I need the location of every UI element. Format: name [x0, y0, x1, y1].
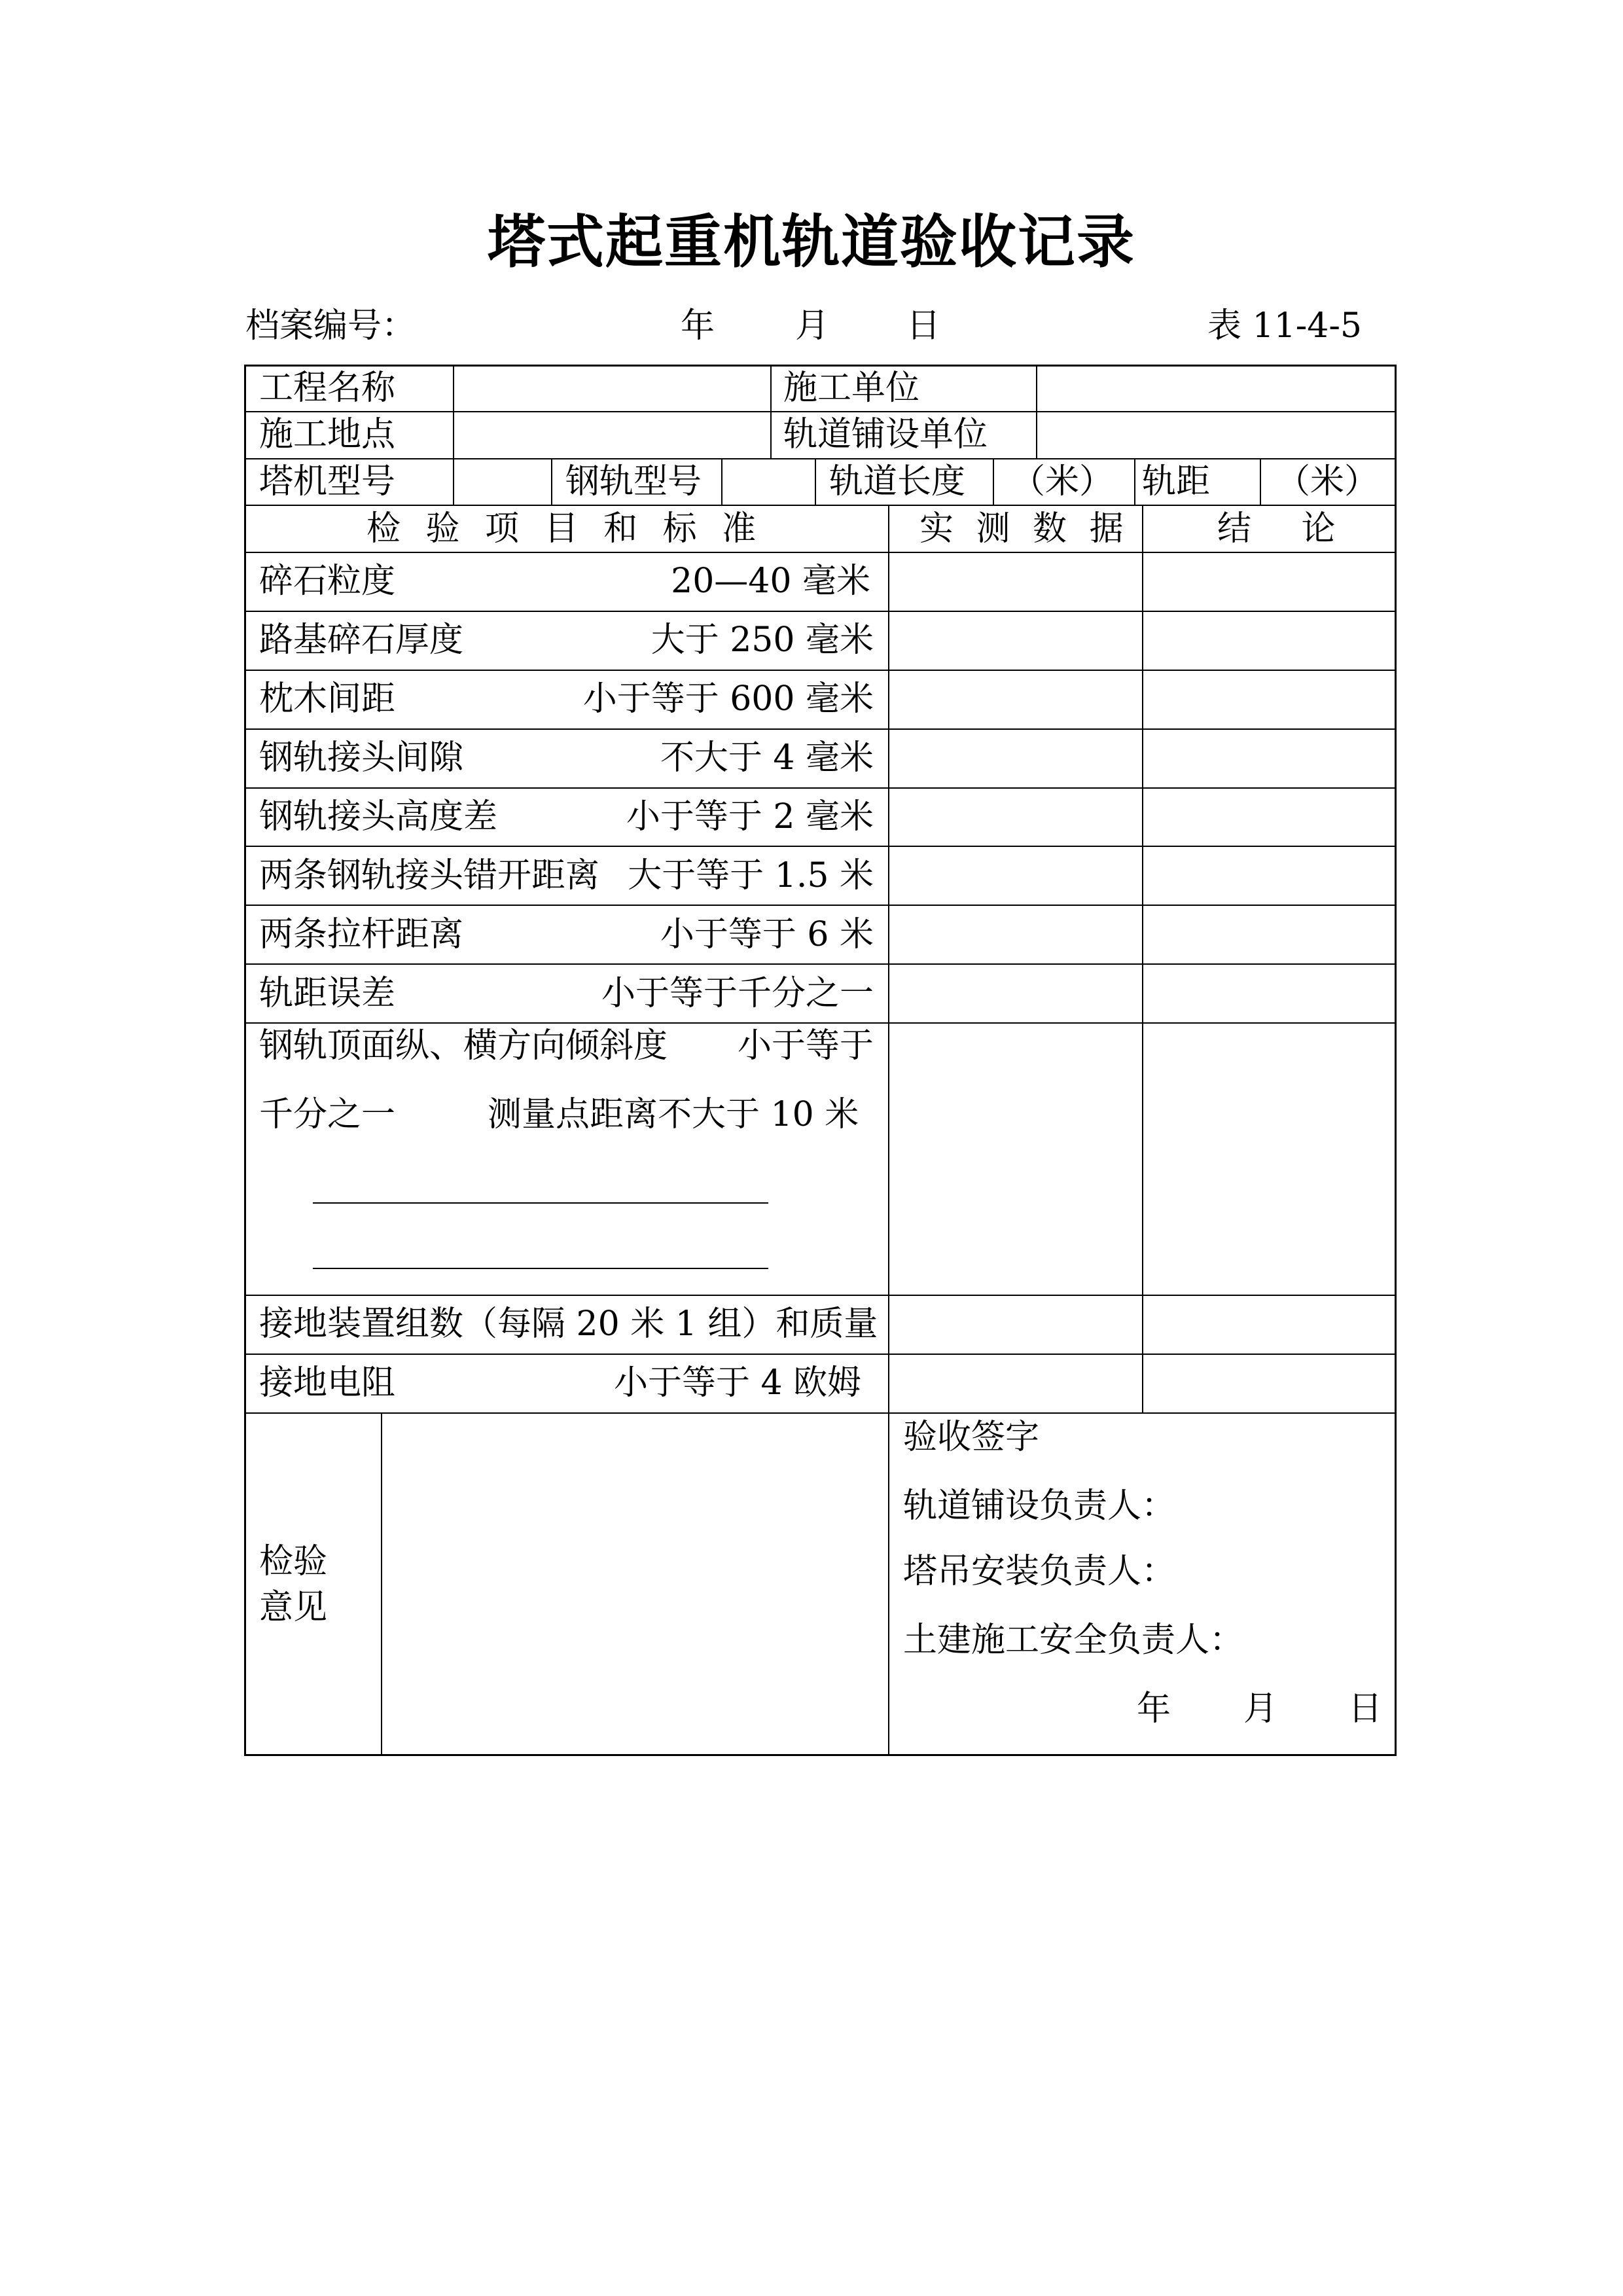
col-divider [770, 365, 772, 459]
col-divider [815, 458, 816, 505]
crane-install-responsible: 塔吊安装负责人： [903, 1552, 1176, 1591]
label-crane-model: 塔机型号 [259, 462, 396, 501]
blank-fill-line[interactable] [313, 1268, 768, 1269]
col-divider [1134, 458, 1135, 505]
col-divider [453, 458, 454, 505]
item-name: 两条钢轨接头错开距离 [259, 856, 600, 895]
item-name: 碎石粒度 [259, 562, 396, 601]
col-divider [551, 458, 552, 505]
row-divider [244, 963, 1397, 965]
label-project-name: 工程名称 [259, 368, 396, 408]
label-construction-unit: 施工单位 [783, 368, 920, 408]
table-border-left [244, 365, 246, 1756]
signature-month: 月 [1243, 1689, 1278, 1729]
opinion-label: 意见 [259, 1588, 328, 1627]
column-header-conclusion: 结 论 [1217, 509, 1336, 548]
row-divider [244, 611, 1397, 612]
grounding-resistance-name: 接地电阻 [259, 1363, 396, 1403]
col-divider [888, 1412, 889, 1755]
col-divider [993, 458, 994, 505]
col-divider [721, 458, 722, 505]
item-name: 枕木间距 [259, 679, 396, 719]
page-title: 塔式起重机轨道验收记录 [487, 208, 1135, 276]
label-track-length: 轨道长度 [829, 462, 966, 501]
col-divider [381, 1412, 382, 1755]
header-day: 日 [906, 306, 941, 346]
tilt-item-standard: 小于等于 [737, 1026, 874, 1066]
row-divider [244, 670, 1397, 671]
table-border-top [244, 365, 1397, 367]
item-name: 轨距误差 [259, 974, 396, 1013]
col-divider [453, 365, 454, 459]
item-standard: 小于等于千分之一 [601, 974, 874, 1013]
row-divider [244, 505, 1397, 506]
item-standard: 大于等于 1.5 米 [628, 856, 874, 895]
signature-title: 验收签字 [903, 1418, 1040, 1457]
unit-meters: （米） [1276, 462, 1379, 501]
opinion-label: 检验 [259, 1542, 328, 1581]
row-divider [244, 846, 1397, 847]
row-divider [244, 1295, 1397, 1296]
header-year: 年 [681, 306, 715, 346]
tilt-item-standard-cont: 千分之一 [259, 1095, 396, 1134]
row-divider [244, 1022, 1397, 1024]
signature-year: 年 [1137, 1689, 1171, 1729]
row-divider [244, 905, 1397, 906]
col-divider [1260, 458, 1261, 505]
row-divider [244, 458, 1397, 459]
row-divider [244, 411, 1397, 412]
item-standard: 不大于 4 毫米 [660, 738, 874, 778]
blank-fill-line[interactable] [313, 1202, 768, 1204]
row-divider [244, 552, 1397, 553]
row-divider [244, 787, 1397, 789]
column-header-measured: 实 测 数 据 [919, 509, 1124, 548]
item-standard: 小于等于 2 毫米 [626, 797, 874, 836]
tilt-item-measure-distance: 测量点距离不大于 10 米 [488, 1095, 859, 1134]
table-border-right [1395, 365, 1397, 1756]
col-divider [1036, 365, 1037, 459]
label-gauge: 轨距 [1142, 462, 1211, 501]
item-name: 钢轨接头高度差 [259, 797, 498, 836]
unit-meters: （米） [1011, 462, 1114, 501]
label-construction-site: 施工地点 [259, 415, 396, 454]
item-standard: 20—40 毫米 [671, 562, 870, 601]
col-divider [1142, 505, 1143, 1414]
table-border-bottom [244, 1754, 1397, 1756]
grounding-resistance-standard: 小于等于 4 欧姆 [614, 1363, 862, 1403]
item-name: 路基碎石厚度 [259, 620, 464, 660]
archive-number-label: 档案编号： [245, 306, 416, 346]
track-laying-responsible: 轨道铺设负责人： [903, 1486, 1176, 1526]
item-standard: 小于等于 600 毫米 [582, 679, 874, 719]
item-standard: 小于等于 6 米 [660, 915, 874, 954]
tilt-item-name: 钢轨顶面纵、横方向倾斜度 [259, 1026, 668, 1066]
item-standard: 大于 250 毫米 [651, 620, 874, 660]
item-name: 钢轨接头间隙 [259, 738, 464, 778]
col-divider [888, 505, 889, 1414]
civil-safety-responsible: 土建施工安全负责人： [903, 1621, 1244, 1660]
grounding-groups: 接地装置组数（每隔 20 米 1 组）和质量 [259, 1304, 878, 1344]
row-divider [244, 1354, 1397, 1355]
label-rail-model: 钢轨型号 [565, 462, 702, 501]
form-number: 表 11-4-5 [1207, 306, 1363, 346]
item-name: 两条拉杆距离 [259, 915, 464, 954]
label-track-laying-unit: 轨道铺设单位 [783, 415, 988, 454]
header-month: 月 [795, 306, 830, 346]
row-divider [244, 1412, 1397, 1414]
column-header-items: 检 验 项 目 和 标 准 [366, 509, 757, 548]
signature-day: 日 [1348, 1689, 1383, 1729]
row-divider [244, 728, 1397, 730]
